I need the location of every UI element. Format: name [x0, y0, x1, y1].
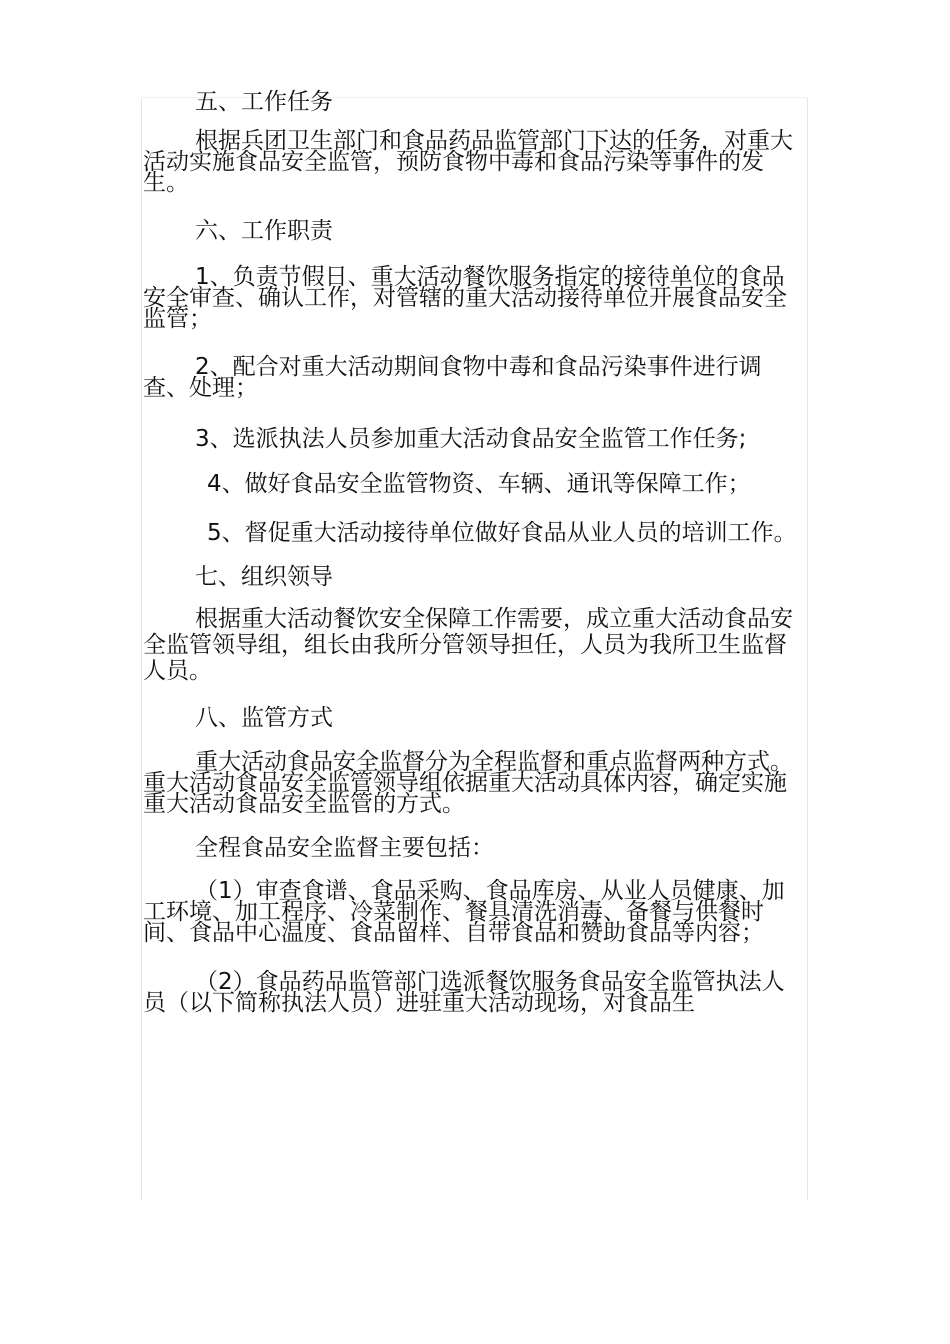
paragraph-item-2: （2）食品药品监管部门选派餐饮服务食品安全监管执法人员（以下简称执法人员）进驻重大活动现场，对食品生: [143, 969, 785, 1016]
duty-item-3: 3、选派执法人员参加重大活动食品安全监管工作任务;: [195, 426, 747, 452]
duty-item-1: 1、负责节假日、重大活动餐饮服务指定的接待单位的食品安全审查、确认工作，对管辖的重大活动接待单位开展食品安全监管；: [143, 264, 787, 332]
document-body: [143, 89, 807, 1016]
section-heading-8: 八、监管方式: [195, 705, 333, 731]
paragraph-method: 重大活动食品安全监督分为全程监督和重点监督两种方式。重大活动食品安全监管领导组依据重大活动具体内容，确定实施重大活动食品安全监管的方式。: [143, 749, 793, 817]
section-heading-7: 七、组织领导: [195, 564, 333, 590]
paragraph-full-supervision: 全程食品安全监督主要包括：: [195, 835, 494, 861]
paragraph-task: 根据兵团卫生部门和食品药品监管部门下达的任务，对重大活动实施食品安全监管，预防食物中毒和食品污染等事件的发生。: [143, 128, 793, 196]
duty-item-4: 4、做好食品安全监管物资、车辆、通讯等保障工作；: [207, 471, 751, 497]
duty-item-5: 5、督促重大活动接待单位做好食品从业人员的培训工作。: [207, 520, 797, 546]
section-heading-6: 六、工作职责: [195, 218, 333, 244]
section-heading-5: 五、工作任务: [195, 89, 333, 115]
paragraph-organization: 根据重大活动餐饮安全保障工作需要，成立重大活动食品安全监管领导组，组长由我所分管领导担任，人员为我所卫生监督人员。: [143, 606, 793, 684]
paragraph-item-1: （1）审查食谱、食品采购、食品库房、从业人员健康、加工环境、加工程序、冷菜制作、餐具清洗消毒、备餐与供餐时间、食品中心温度、食品留样、自带食品和赞助食品等内容；: [143, 878, 785, 946]
duty-item-2: 2、配合对重大活动期间食物中毒和食品污染事件进行调查、处理；: [143, 354, 762, 401]
